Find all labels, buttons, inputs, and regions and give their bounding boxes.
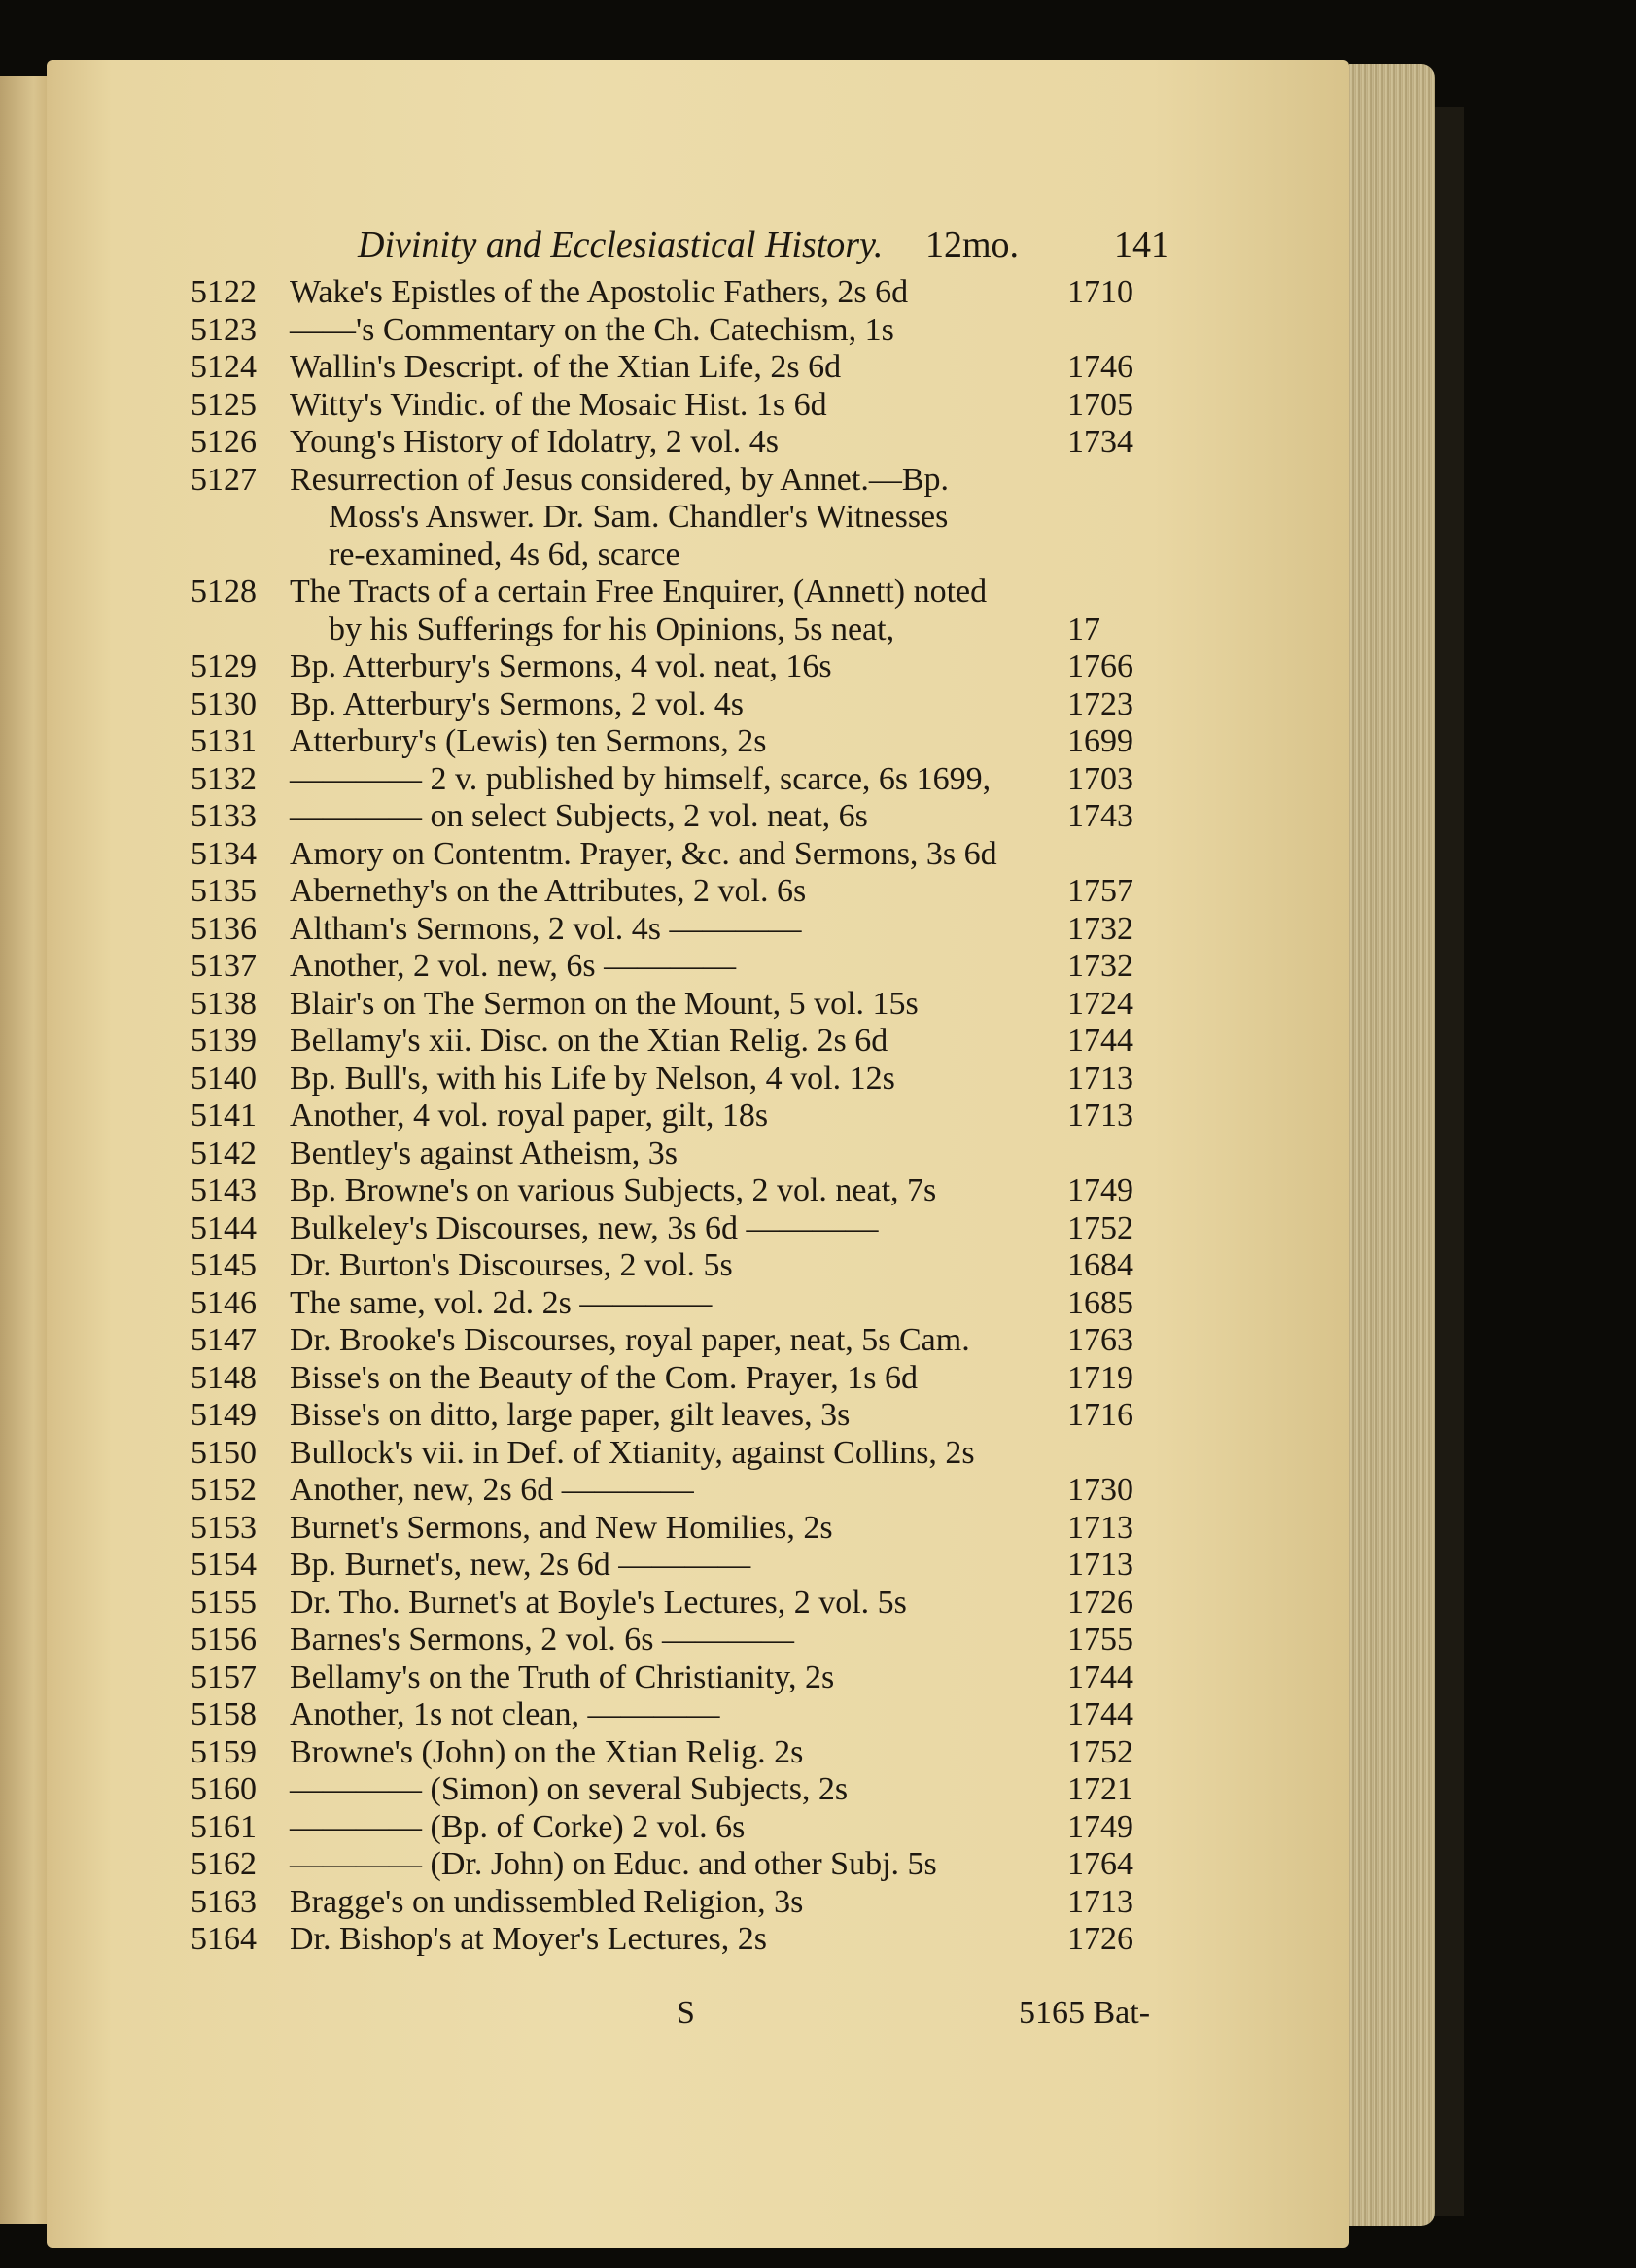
lot-number: 5131 — [191, 723, 257, 759]
list-item — [47, 1696, 1349, 1734]
entry-year: 1710 — [1067, 274, 1133, 310]
list-item — [47, 274, 1349, 312]
lot-number: 5164 — [191, 1921, 257, 1957]
list-item — [47, 1547, 1349, 1585]
entry-description: The same, vol. 2d. 2s ———— — [290, 1284, 713, 1321]
entry-description: Amory on Contentm. Prayer, &c. and Sermons, 3s 6d — [290, 835, 997, 872]
entry-description: Another, 2 vol. new, 6s ———— — [290, 948, 737, 984]
lot-number: 5162 — [191, 1846, 257, 1882]
lot-number: 5134 — [191, 835, 257, 872]
list-item — [47, 761, 1349, 799]
entry-description: Bellamy's xii. Disc. on the Xtian Relig. 2s 6d — [290, 1023, 888, 1059]
list-item — [47, 1734, 1349, 1772]
lot-number: 5152 — [191, 1472, 257, 1508]
lot-number: 5154 — [191, 1547, 257, 1583]
entry-year: 1743 — [1067, 798, 1133, 834]
list-item — [47, 537, 1349, 575]
lot-number: 5124 — [191, 349, 257, 385]
list-item — [47, 1061, 1349, 1099]
entry-year: 1752 — [1067, 1733, 1133, 1770]
list-item — [47, 1360, 1349, 1398]
entry-description: Bp. Atterbury's Sermons, 4 vol. neat, 16s — [290, 648, 832, 684]
entry-description: by his Sufferings for his Opinions, 5s neat, — [329, 611, 895, 647]
entry-description: Bullock's vii. in Def. of Xtianity, against Collins, 2s — [290, 1434, 975, 1471]
entry-year: 1705 — [1067, 386, 1133, 423]
entry-description: Barnes's Sermons, 2 vol. 6s ———— — [290, 1622, 794, 1657]
entry-description: Bragge's on undissembled Religion, 3s — [290, 1883, 804, 1920]
entry-year: 1713 — [1067, 1547, 1133, 1583]
entry-year: 1719 — [1067, 1359, 1133, 1396]
lot-number: 5139 — [191, 1023, 257, 1059]
list-item — [47, 1098, 1349, 1135]
list-item — [47, 1585, 1349, 1622]
list-item — [47, 1435, 1349, 1473]
entry-description: Resurrection of Jesus considered, by Annet.—Bp. — [290, 461, 949, 498]
entry-description: Young's History of Idolatry, 2 vol. 4s — [290, 424, 779, 460]
entry-year: 1766 — [1067, 648, 1133, 684]
entry-year: 1713 — [1067, 1098, 1133, 1134]
lot-number: 5142 — [191, 1134, 257, 1171]
entry-year: 1685 — [1067, 1284, 1133, 1321]
catalogue-page — [47, 60, 1349, 2248]
lot-number: 5127 — [191, 461, 257, 498]
running-header — [47, 224, 1349, 272]
entry-description: Dr. Bishop's at Moyer's Lectures, 2s — [290, 1921, 768, 1957]
entry-description: Wallin's Descript. of the Xtian Life, 2s 6d — [290, 349, 842, 385]
entry-description: Dr. Tho. Burnet's at Boyle's Lectures, 2 vol. 5s — [290, 1584, 907, 1621]
list-item — [47, 574, 1349, 611]
list-item — [47, 349, 1349, 387]
lot-number: 5156 — [191, 1622, 257, 1657]
lot-number: 5129 — [191, 648, 257, 684]
entry-description: ——'s Commentary on the Ch. Catechism, 1s — [290, 311, 894, 348]
list-item — [47, 1023, 1349, 1061]
lot-number: 5147 — [191, 1322, 257, 1358]
entry-description: ———— on select Subjects, 2 vol. neat, 6s — [290, 798, 868, 834]
entry-description: Bp. Burnet's, new, 2s 6d ———— — [290, 1547, 751, 1583]
list-item — [47, 911, 1349, 949]
entry-description: Another, 1s not clean, ———— — [290, 1696, 720, 1732]
lot-number: 5128 — [191, 574, 257, 610]
lot-number: 5149 — [191, 1397, 257, 1433]
entry-year: 1755 — [1067, 1622, 1133, 1657]
entry-description: Bentley's against Atheism, 3s — [290, 1134, 678, 1171]
entry-year: 1684 — [1067, 1247, 1133, 1283]
entry-description: Blair's on The Sermon on the Mount, 5 vol. 15s — [290, 985, 919, 1022]
entry-year: 1764 — [1067, 1846, 1133, 1882]
list-item — [47, 1921, 1349, 1959]
lot-number: 5160 — [191, 1771, 257, 1807]
entry-description: ———— (Simon) on several Subjects, 2s — [290, 1771, 849, 1807]
entry-description: ———— (Bp. of Corke) 2 vol. 6s — [290, 1808, 746, 1845]
entry-year: 1726 — [1067, 1921, 1133, 1957]
entry-year: 1732 — [1067, 910, 1133, 947]
entry-year: 1724 — [1067, 985, 1133, 1022]
lot-number: 5145 — [191, 1247, 257, 1283]
page-number: 141 — [1114, 225, 1169, 265]
list-item — [47, 686, 1349, 724]
list-item — [47, 948, 1349, 986]
lot-number: 5140 — [191, 1060, 257, 1097]
book-cover-edge — [1435, 107, 1464, 2216]
entry-description: Bulkeley's Discourses, new, 3s 6d ———— — [290, 1209, 879, 1246]
list-item — [47, 1809, 1349, 1847]
entry-year: 1726 — [1067, 1584, 1133, 1621]
list-item — [47, 424, 1349, 462]
signature-mark: S — [677, 1995, 695, 2031]
lot-number: 5150 — [191, 1434, 257, 1471]
list-item — [47, 1659, 1349, 1697]
list-item — [47, 1172, 1349, 1210]
entry-description: Bp. Atterbury's Sermons, 2 vol. 4s — [290, 685, 745, 722]
entry-description: Bp. Bull's, with his Life by Nelson, 4 vol. 12s — [290, 1060, 895, 1097]
lot-number: 5136 — [191, 910, 257, 947]
lot-number: 5125 — [191, 386, 257, 423]
list-item — [47, 723, 1349, 761]
list-item — [47, 648, 1349, 686]
entry-description: Altham's Sermons, 2 vol. 4s ———— — [290, 910, 802, 947]
lot-number: 5155 — [191, 1584, 257, 1621]
lot-number: 5138 — [191, 985, 257, 1022]
entry-year: 1713 — [1067, 1509, 1133, 1546]
entry-description: re-examined, 4s 6d, scarce — [329, 536, 680, 573]
lot-number: 5146 — [191, 1284, 257, 1321]
list-item — [47, 499, 1349, 537]
lot-number: 5137 — [191, 948, 257, 984]
entry-year: 1721 — [1067, 1771, 1133, 1807]
list-item — [47, 312, 1349, 350]
list-item — [47, 611, 1349, 649]
list-item — [47, 1135, 1349, 1173]
list-item — [47, 1510, 1349, 1548]
entry-year: 1716 — [1067, 1397, 1133, 1433]
lot-number: 5143 — [191, 1172, 257, 1208]
lot-number: 5159 — [191, 1733, 257, 1770]
lot-number: 5132 — [191, 760, 257, 797]
entry-year: 1744 — [1067, 1023, 1133, 1059]
list-item — [47, 387, 1349, 425]
entry-year: 1763 — [1067, 1322, 1133, 1358]
entry-year: 1713 — [1067, 1883, 1133, 1920]
page-footer — [47, 1995, 1349, 2038]
lot-number: 5161 — [191, 1808, 257, 1845]
lot-number: 5158 — [191, 1696, 257, 1732]
entry-year: 1757 — [1067, 873, 1133, 909]
header-format: 12mo. — [925, 225, 1020, 265]
entry-description: ———— (Dr. John) on Educ. and other Subj. 5s — [290, 1846, 937, 1882]
entry-description: Bisse's on ditto, large paper, gilt leaves, 3s — [290, 1397, 851, 1433]
list-item — [47, 462, 1349, 500]
entry-description: Abernethy's on the Attributes, 2 vol. 6s — [290, 873, 807, 909]
entry-year: 1713 — [1067, 1060, 1133, 1097]
entry-year: 1744 — [1067, 1658, 1133, 1695]
list-item — [47, 1846, 1349, 1884]
entry-description: Another, 4 vol. royal paper, gilt, 18s — [290, 1098, 769, 1134]
entry-description: Moss's Answer. Dr. Sam. Chandler's Witnesses — [329, 499, 949, 535]
entry-description: Wake's Epistles of the Apostolic Fathers, 2s 6d — [290, 274, 909, 310]
list-item — [47, 1397, 1349, 1435]
entry-description: The Tracts of a certain Free Enquirer, (Annett) noted — [290, 574, 988, 610]
list-item — [47, 873, 1349, 911]
entry-year: 17 — [1067, 611, 1100, 647]
entry-year: 1730 — [1067, 1472, 1133, 1508]
entry-year: 1723 — [1067, 685, 1133, 722]
entry-description: Dr. Brooke's Discourses, royal paper, neat, 5s Cam. — [290, 1322, 970, 1358]
lot-number: 5163 — [191, 1883, 257, 1920]
list-item — [47, 1247, 1349, 1285]
entry-year: 1744 — [1067, 1696, 1133, 1732]
list-item — [47, 1884, 1349, 1922]
lot-number: 5133 — [191, 798, 257, 834]
lot-number: 5123 — [191, 311, 257, 348]
entry-list — [47, 274, 1349, 1959]
lot-number: 5153 — [191, 1509, 257, 1546]
entry-year: 1746 — [1067, 349, 1133, 385]
lot-number: 5130 — [191, 685, 257, 722]
list-item — [47, 836, 1349, 874]
entry-year: 1703 — [1067, 760, 1133, 797]
entry-year: 1749 — [1067, 1808, 1133, 1845]
lot-number: 5135 — [191, 873, 257, 909]
entry-description: Another, new, 2s 6d ———— — [290, 1472, 694, 1508]
entry-description: Bp. Browne's on various Subjects, 2 vol. neat, 7s — [290, 1172, 937, 1208]
list-item — [47, 1771, 1349, 1809]
entry-year: 1732 — [1067, 948, 1133, 984]
list-item — [47, 1622, 1349, 1659]
book-page-edges — [1349, 64, 1435, 2226]
lot-number: 5122 — [191, 274, 257, 310]
catchword: 5165 Bat- — [1019, 1995, 1151, 2031]
list-item — [47, 1285, 1349, 1323]
lot-number: 5141 — [191, 1098, 257, 1134]
list-item — [47, 798, 1349, 836]
entry-description: Burnet's Sermons, and New Homilies, 2s — [290, 1509, 833, 1546]
entry-description: ———— 2 v. published by himself, scarce, 6s 1699, — [290, 760, 992, 797]
lot-number: 5126 — [191, 424, 257, 460]
lot-number: 5144 — [191, 1209, 257, 1246]
entry-description: Atterbury's (Lewis) ten Sermons, 2s — [290, 723, 767, 759]
entry-description: Bisse's on the Beauty of the Com. Prayer, 1s 6d — [290, 1359, 918, 1396]
entry-year: 1699 — [1067, 723, 1133, 759]
lot-number: 5157 — [191, 1658, 257, 1695]
lot-number: 5148 — [191, 1359, 257, 1396]
entry-year: 1734 — [1067, 424, 1133, 460]
entry-description: Dr. Burton's Discourses, 2 vol. 5s — [290, 1247, 733, 1283]
entry-year: 1749 — [1067, 1172, 1133, 1208]
entry-description: Browne's (John) on the Xtian Relig. 2s — [290, 1733, 804, 1770]
entry-year: 1752 — [1067, 1209, 1133, 1246]
list-item — [47, 1472, 1349, 1510]
list-item — [47, 986, 1349, 1024]
list-item — [47, 1322, 1349, 1360]
entry-description: Bellamy's on the Truth of Christianity, 2s — [290, 1658, 835, 1695]
list-item — [47, 1210, 1349, 1248]
header-title: Divinity and Ecclesiastical History. — [358, 225, 884, 265]
entry-description: Witty's Vindic. of the Mosaic Hist. 1s 6d — [290, 386, 827, 423]
